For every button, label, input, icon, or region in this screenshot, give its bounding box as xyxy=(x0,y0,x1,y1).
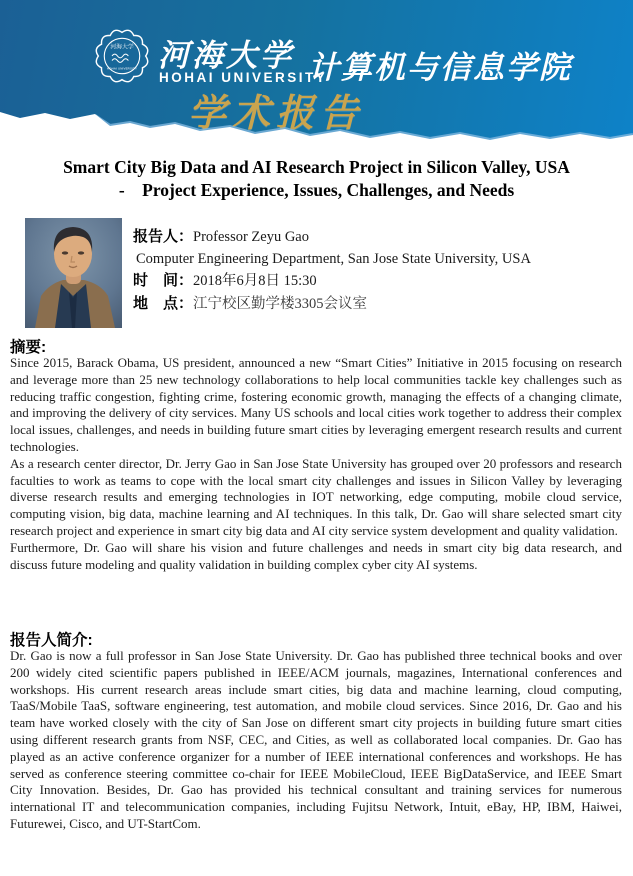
bio-body xyxy=(10,648,622,833)
college-name: 计算机与信息学院 xyxy=(308,50,572,85)
speaker-info xyxy=(133,226,628,315)
torn-paper-edge xyxy=(0,0,633,142)
banner-title-academic-report: 学术报告 xyxy=(188,93,365,135)
speaker-affiliation: Computer Engineering Department, San Jose State University, USA xyxy=(136,250,531,267)
lecture-title-line1: Smart City Big Data and AI Research Project in Silicon Valley, USA xyxy=(63,157,570,177)
lecture-title xyxy=(0,156,633,202)
abstract-paragraph: Furthermore, Dr. Gao will share his vision and future challenges and needs in smart city big data research, and discuss future modeling and quality validation in building complex cyber city AI systems. xyxy=(10,539,622,572)
abstract-paragraph: Since 2015, Barack Obama, US president, announced a new “Smart Cities” Initiative in 2015 focusing on research and leverage more than 25 new technology collaborations to help local communities tackle key challenges such as reducing traffic congestion, fighting crime, fostering economic growth, managing the effects of a changing climate, and improving the delivery of city services. Many US schools and local cities work together to address their complex local issues, challenges, and needs in building future smart cities by leveraging emergent research results and current technologies. xyxy=(10,355,622,454)
time-row xyxy=(133,270,628,293)
speaker-label: 报告人： xyxy=(133,228,194,245)
venue-label: 地 点： xyxy=(133,294,194,312)
university-name-en: HOHAI UNIVERSITY xyxy=(159,70,328,85)
venue-value: 江宁校区勤学楼3305会议室 xyxy=(193,295,368,312)
lecture-title-line2: - Project Experience, Issues, Challenges, and Needs xyxy=(118,180,515,200)
seal-text-cn: 河海大学 xyxy=(110,44,134,51)
abstract-body xyxy=(10,355,622,573)
seal-text-en: HOHAI UNIVERSITY xyxy=(106,66,138,71)
abstract-heading: 摘要: xyxy=(10,339,47,356)
speaker-photo xyxy=(25,218,122,328)
university-name-cn: 河海大学 xyxy=(158,38,294,73)
abstract-paragraph: As a research center director, Dr. Jerry Gao in San Jose State University has grouped over 20 professors and research faculties to work as teams to cope with the local smart city challenges and issues in Silicon Valley by leveraging diverse research results and emerging technologies in IOT networking, edge computing, mobile cloud service, computing vision, big data, machine learning and AI techniques. In this talk, Dr. Gao will share selected smart city research project and experience in smart city big data and AI city service system development and quality validation. xyxy=(10,455,622,538)
venue-row xyxy=(133,293,628,316)
header-banner xyxy=(0,0,633,142)
speaker-name-row xyxy=(133,226,628,249)
time-value: 2018年6月8日 15:30 xyxy=(193,273,317,289)
bio-paragraph: Dr. Gao is now a full professor in San Jose State University. Dr. Gao has published three technical books and over 200 widely cited scientific papers published in IEEE/ACM journals, magazines, International conferences and workshops. His current research areas include smart cities, big data and machine learning, cloud computing, TaaS/Mobile TaaS, software engineering, test automation, and mobile cloud services. Since 2016, Dr. Gao and his team have worked closely with the city of San Jose on different smart city projects in building future smart cities using different research grants from NSF, CEC, and Cities, as well as collaborated local companies. Dr. Gao has played as an active conference organizer for a number of IEEE international conferences and workshops. He has served as conference steering committee co-chair for IEEE MobileCloud, IEEE BigDataService, and IEEE Smart City Innovation. Besides, Dr. Gao has provided his technical consultant and training services for numerous international IT and telecommunication companies, including Fujitsu Network, Intuit, eBay, HP, IBM, Haiwei, Futurewei, Cisco, and UT-StartCom. xyxy=(10,648,622,831)
time-label: 时 间： xyxy=(133,272,194,289)
bio-heading: 报告人简介: xyxy=(10,632,93,649)
speaker-name: Professor Zeyu Gao xyxy=(193,229,309,245)
